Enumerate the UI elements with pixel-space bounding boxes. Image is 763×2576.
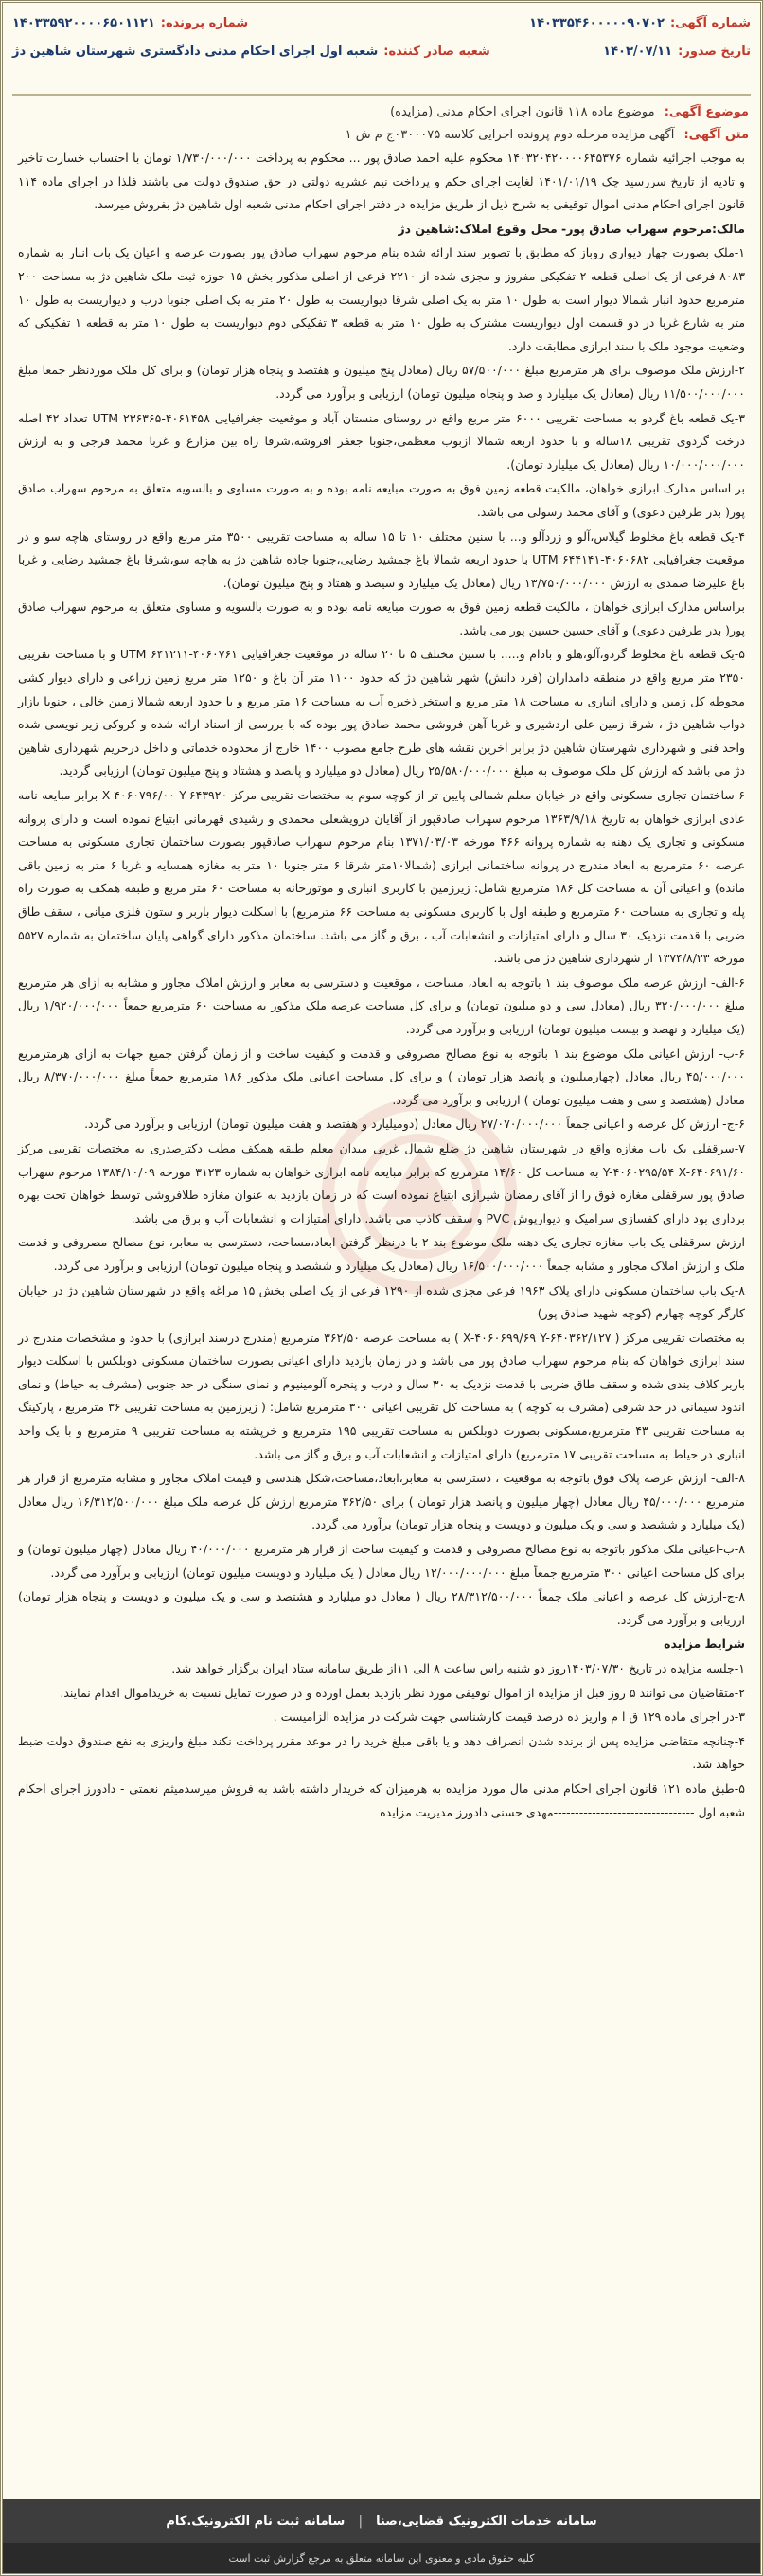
body-paragraph: به مختصات تقریبی مرکز ( X-۴۰۶۰۶۹۹/۶۹ Y-۶۴۰۳۶۲/۱۲۷ ) به مساحت عرصه ۳۶۲/۵۰ مترمربع (مندرج درسند ابرازی) با حدود و مشخصات مندرج در سند ابرازی خواهان که بنام مرحوم سهراب صادق پور می باشد و در زمان بازدید دارای اعیانی بصورت ساختمان مسکونی دوبلکس با اسکلت دیوار باربر کلاف بندی شده و سقف طاق ضربی با قدمت نزدیک به ۳۰ سال و درب و پنجره آلومینیوم و نمای سنگی در حد جنوبی (مشرف به حیاط) و نمای اندود سیمانی در حد شرقی (مشرف به کوچه ) به مساحت کل تقریبی اعیانی ۳۰۰ مترمربع شامل: ( زیرزمین به مساحت تقریبی ۳۶ مترمربع ، پارکینگ به مساحت تقریبی ۴۳ مترمربع،مسکونی بصورت دوبلکس به مساحت تقریبی ۱۹۵ مترمربع و خرپشته به مساحت تقریبی ۹ مترمربع و با یک واحد انباری در حیاط به مساحت تقریبی ۱۷ مترمربع) دارای امتیازات و انشعابات آب و برق و گاز می باشد. (18, 1330, 745, 1461)
body-paragraph: ۷-سرقفلی یک باب مغازه واقع در شهرستان شاهین دژ ضلع شمال غربی میدان معلم طبقه همکف مطب دکترصدری به مختصات تقریبی مرکز Y-۴۰۶۰۲۹۵/۵۴ X-۶۴۰۶۹۱/۶۰ به مساحت کل ۱۴/۶۰ مترمربع که برابر مبایعه نامه ابرازی خواهان به شماره ۳۱۲۳ مورخه ۱۳۸۴/۱۰/۰۹ مرحوم سهراب صادق پور سرقفلی مغازه فوق را از آقای رمضان شیرازی ابتیاع نموده است که در زمان بازدید به عنوان مغازه طلافروشی توسط خواهان تحت بهره برداری بود دارای کفسازی سرامیک و دیوارپوش PVC و سقف کاذب می باشد. دارای امتیازات و انشعابات آب و برق می باشد. (18, 1140, 745, 1225)
issue-date (603, 45, 751, 59)
issuing-branch-label: شعبه صادر کننده: (383, 44, 490, 59)
body-paragraph: ۶-ب- ارزش اعیانی ملک موضوع بند ۱ باتوجه به نوع مصالح مصروفی و قدمت و کیفیت ساخت و از زمان گرفتن جمیع جهات به ازای هرمترمربع ۴۵/۰۰۰/۰۰۰ ریال معادل (چهارمیلیون و پانصد هزار تومان ) و برای کل مساحت اعیانی ملک مذکور ۱۸۶ مترمربع جمعاً مبلغ ۸/۳۷۰/۰۰۰/۰۰۰ ریال معادل (هشتصد و سی و هفت میلیون تومان ) ارزیابی و برآورد می گردد. (18, 1046, 745, 1107)
issuing-branch (12, 45, 490, 59)
notice-meta (14, 101, 749, 147)
subject-label: موضوع آگهی: (664, 105, 749, 119)
text-label: متن آگهی: (683, 128, 749, 142)
body-paragraph: ۲-ارزش ملک موصوف برای هر مترمربع مبلغ ۵۷/۵۰۰/۰۰۰ ریال (معادل پنج میلیون و هفتصد و پنجاه هزار تومان) و برای کل ملک موردنظر جمعا مبلغ ۱۱/۵۰۰/۰۰۰/۰۰۰ ریال (معادل یک میلیارد و صد و پنجاه میلیون تومان) ارزیابی و برآورد می گردد. (18, 363, 745, 401)
body-paragraph: ۳-یک قطعه باغ گردو به مساحت تقریبی ۶۰۰۰ متر مربع واقع در روستای منستان آباد و موقعیت جغرافیایی ۴۰۶۱۴۵۸-۲۳۶۳۶۵ UTM تعداد ۴۲ اصله درخت گردوی تقریبی ۱۸ساله و با حدود اربعه شمالا ازبوب معظمی،جنوبا جعفر افروشه،شرقا راه بین مزارع و غربا محمد فرجی و به ارزش ۱۰/۰۰۰/۰۰۰/۰۰۰ ریال (معادل یک میلیارد تومان). (18, 410, 745, 472)
body-paragraph: ۸-ب-اعیانی ملک مذکور باتوجه به نوع مصالح مصروفی و قدمت و کیفیت ساخت از قرار هر مترمربع ۴۰/۰۰۰/۰۰۰ ریال معادل (چهار میلیون تومان) و برای کل مساحت اعیانی ۳۰۰ مترمربع جمعاً مبلغ ۱۲/۰۰۰/۰۰۰/۰۰۰ ریال معادل ( یک میلیارد و دویست میلیون تومان) ارزیابی و برآورد می گردد. (18, 1542, 745, 1580)
body-paragraph: ۶-ج- ارزش کل عرصه و اعیانی جمعاً ۲۷/۰۷۰/۰۰۰/۰۰۰ ریال معادل (دومیلیارد و هفتصد و هفت میلیون تومان) ارزیابی و برآورد می گردد. (84, 1117, 745, 1132)
subject-row (14, 101, 749, 124)
file-number-value: ۱۴۰۳۳۵۹۲۰۰۰۰۶۵۰۱۱۲۱ (12, 15, 155, 30)
notice-number-value: ۱۴۰۳۳۵۴۶۰۰۰۰۰۹۰۷۰۲ (529, 15, 665, 30)
issue-date-value: ۱۴۰۳/۰۷/۱۱ (603, 44, 673, 59)
text-row (14, 124, 749, 147)
body-paragraph: ۸-الف- ارزش عرصه پلاک فوق باتوجه به موقعیت ، دسترسی به معابر،ابعاد،مساحت،شکل هندسی و قیمت املاک مجاور و مشابه مترمربع از قرار هر مترمربع ۴۵/۰۰۰/۰۰۰ ریال معادل (چهار میلیون و پانصد هزار تومان ) برای ۳۶۲/۵۰ مترمربع ارزش کل عرصه ملک مبلغ ۱۶/۳۱۲/۵۰۰/۰۰۰ ریال معادل (یک میلیارد و ششصد و سی و یک میلیون و دویست و پنجاه هزار تومان) برآورد می گردد. (18, 1471, 745, 1532)
issuing-branch-value: شعبه اول اجرای احکام مدنی دادگستری شهرستان شاهین دژ (12, 44, 379, 59)
body-paragraph: براساس مدارک ابرازی خواهان ، مالکیت قطعه زمین فوق به صورت مبایعه نامه بوده و به صورت بالسویه و مساوی متعلق به مرحوم سهراب صادق پور( بدر طرفین دعوی) و آقای حسین حسین پور می باشد. (18, 599, 745, 637)
footer-copyright: کلیه حقوق مادی و معنوی این سامانه متعلق به مرجع گزارش ثبت است (3, 2543, 760, 2573)
subject-value: موضوع ماده ۱۱۸ قانون اجرای احکام مدنی (مزایده) (390, 105, 655, 119)
body-paragraph: مالک:مرحوم سهراب صادق پور- محل وقوع املاک:شاهین دژ (398, 221, 745, 236)
footer-bar (3, 2499, 760, 2573)
body-paragraph: ۶-ساختمان تجاری مسکونی واقع در خیابان معلم شمالی پایین تر از کوچه سوم به مختصات تقریبی مرکز X-۴۰۶۰۷۹۶/۰۰ Y-۶۴۳۹۲۰ برابر مبایعه نامه عادی ابرازی خواهان به تاریخ ۱۳۶۳/۹/۱۸ مرحوم سهراب صادقپور از آقایان درویشعلی محمدی و رشیدی قهرمانی ابتیاع نموده است و دارای پروانه مسکونی و تجاری یک دهنه به شماره پروانه ۴۶۶ مورخه ۱۳۷۱/۰۳/۰۳ بنام مرحوم سهراب صادقپور بصورت ساختمان تجاری مسکونی به مساحت عرصه ۶۰ مترمربع به ابعاد مندرج در پروانه ساختمانی ابرازی (شمالا۱۰متر شرقا ۶ متر جنوبا ۱۰ متر به مغازه همسایه و غربا ۶ متر به زمین باقی مانده) و اعیانی آن به مساحت کل ۱۸۶ مترمربع شامل: زیرزمین با کاربری انباری و موتورخانه به مساحت ۶۰ متر مربع و طبقه همکف به صورت راه پله و تجاری به مساحت ۶۰ مترمربع و طبقه اول با کاربری مسکونی به مساحت ۶۶ مترمربع) با اسکلت دیوار باربر و ستون فلزی میانی ، سقف طاق ضربی با قدمت نزدیک ۳۰ سال و دارای امتیازات و انشعابات آب ، برق و گاز می باشد. ساختمان مذکور دارای گواهی پایان ساختمان به شماره ۵۵۲۷ مورخه ۱۳۷۴/۸/۲۳ از شهرداری شاهین دژ می باشد. (18, 788, 746, 966)
notice-number-label: شماره آگهی: (669, 15, 751, 30)
body-paragraph: ۶-الف- ارزش عرصه ملک موصوف بند ۱ باتوجه به ابعاد، مساحت ، موقعیت و دسترسی به معابر و ارزش املاک مجاور و مشابه به ازای هر مترمربع مبلغ ۳۲۰/۰۰۰/۰۰۰ ریال (معادل سی و دو میلیون تومان) و برای کل مساحت عرصه ملک مذکور به مساحت ۶۰ مترمربع جمعاً ۱/۹۲۰/۰۰۰/۰۰۰ ریال (یک میلیارد و نهصد و بیست میلیون تومان) ارزیابی و برآورد می گردد. (18, 975, 746, 1036)
body-paragraph: شرایط مزایده (664, 1637, 745, 1652)
body-paragraph: ۵-یک قطعه باغ مخلوط گردو،آلو،هلو و بادام و..... با سنین مختلف ۵ تا ۲۰ ساله در موقعیت جغرافیایی ۴۰۶۰۷۶۱-۶۴۱۲۱۱ UTM و با مساحت تقریبی ۲۳۵۰ متر مربع واقع در منطقه دامداران (فرد دانش) شهر شاهین دژ که حدود ۱۱۰۰ متر آن باغ و ۱۲۵۰ متر مربع زمین زراعی و دارای دیوار کشی محوطه کل زمین و دارای انباری به مساحت ۱۸ متر مربع و استخر ذخیره آب به مساحت ۱۶ متر مربع و با حدود اربعه شمالا زمین خالی ، جنوبا بازار دواب شاهین دژ ، شرقا زمین علی اردشیری و غربا آهن فروشی محمد صادق پور بوده که با بررسی از اسناد ارائه شده و کروکی زیر نویسی شده واحد فنی و شهرداری شهرستان شاهین دژ برابر اخرین نقشه های طرح جامع مصوب ۱۴۰۰ خارج از محدوده خدماتی و داخل درحریم شهرداری شاهین دژ می باشد که ارزش کل ملک موصوف به مبلغ ۲۵/۵۸۰/۰۰۰/۰۰۰ ریال (معادل دو میلیارد و پانصد و هشتاد و پنج میلیون تومان) ارزیابی گردید. (18, 647, 746, 778)
notice-number (529, 16, 751, 30)
body-paragraph: ۴-یک قطعه باغ مخلوط گیلاس،آلو و زردآلو و... با سنین مختلف ۱۰ تا ۱۵ ساله به مساحت تقریبی ۳۵۰۰ متر مربع واقع در روستای هاچه سو و در موقعیت جغرافیایی ۴۰۶۰۶۸۲-۶۴۴۱۴۱ UTM با حدود اربعه شمالا باغ جمشید رضایی،جنوبا جاده شاهین دژ به هاچه سو،شرقا باغ جمشید رضایی و غربا باغ علیرضا صمدی به ارزش ۱۳/۷۵۰/۰۰۰/۰۰۰ ریال (معادل یک میلیارد و سیصد و هفتاد و پنج میلیون تومان). (18, 528, 746, 590)
body-paragraph: ۱-ملک بصورت چهار دیواری روباز که مطابق با تصویر سند ارائه شده بنام مرحوم سهراب صادق پور بصورت عرصه و اعیان یک باب انبار به شماره ۸۰۸۳ فرعی از یک اصلی قطعه ۲ تفکیکی مفروز و مجزی شده از ۲۲۱۰ فرعی از اصلی مذکور بخش ۱۵ حوزه ثبت ملک شاهین دژ به مساحت ۲۰۰ مترمربع حدود انبار شمالا دیوار است به طول ۱۰ متر به یک اصلی شرقا دیواریست به طول ۲۰ متر به یک اصلی جنوبا درب و دیواریست به طول ۱۰ متر به شارع غربا در دو قسمت اول دیواریست مشترک به طول ۱۰ متر به قطعه ۳ تفکیکی دوم دیواریست به طول ۱۰ متر به قطعه ۱ تفکیکی که وضعیت موجود ملک با سند ابرازی مطابقت دارد. (18, 245, 746, 353)
body-paragraph: ۲-متقاضیان می توانند ۵ روز قبل از مزایده از اموال توقیفی مورد نظر بازدید بعمل اورده و در صورت تمایل نسبت به خریداموال اقدام نمایند. (60, 1685, 745, 1700)
body-paragraph: ۸-یک باب ساختمان مسکونی دارای پلاک ۱۹۶۳ فرعی مجزی شده از ۱۲۹۰ فرعی از یک اصلی بخش ۱۵ مراغه واقع در شهرستان شاهین دژ در خیابان کارگر کوچه چهارم (کوچه شهید صادق پور) (18, 1282, 745, 1321)
body-paragraph: ۱-جلسه مزایده در تاریخ ۱۴۰۳/۰۷/۳۰روز دو شنبه راس ساعت ۸ الی ۱۱از طریق سامانه ستاد ایران برگزار خواهد شد. (171, 1661, 745, 1675)
file-number-label: شماره پرونده: (160, 15, 249, 30)
text-value: آگهی مزایده مرحله دوم پرونده اجرایی کلاسه ۰۳۰۰۰۷۵ج م ش ۱ (345, 128, 675, 142)
issue-date-label: تاریخ صدور: (678, 44, 751, 59)
body-paragraph: ۵-طبق ماده ۱۲۱ قانون اجرای احکام مدنی مال مورد مزایده به هرمیزان که خریدار داشته باشد به فروش میرسدمیثم نعمتی - دادورز اجرای احکام شعبه اول ---------------------------------مهدی حسنی دادورز مدیریت مزایده (18, 1780, 745, 1819)
footer-link-right[interactable]: سامانه خدمات الکترونیک قضایی،صنا (376, 2513, 597, 2529)
body-paragraph: بر اساس مدارک ابرازی خواهان، مالکیت قطعه زمین فوق به صورت مبایعه نامه بوده و به صورت مساوی و بالسویه متعلق به مرحوم سهراب صادق پور( بدر طرفین دعوی) و آقای محمد رسولی می باشد. (18, 481, 745, 519)
footer-link-left[interactable]: سامانه ثبت نام الکترونیک.کام (166, 2513, 346, 2529)
notice-header (12, 9, 751, 96)
file-number (12, 16, 248, 30)
body-paragraph: ۸-ج-ارزش کل عرصه و اعیانی ملک جمعاً ۲۸/۳۱۲/۵۰۰/۰۰۰ ریال ( معادل دو میلیارد و هشتصد و سی و یک میلیون و دویست و پنجاه هزار تومان) ارزیابی و برآورد می گردد. (18, 1589, 745, 1627)
notice-body (18, 147, 745, 1825)
body-paragraph: ۴-چنانچه متقاضی مزایده پس از برنده شدن انصراف دهد و یا باقی مبلغ خرید را در موعد مقرر پرداخت نکند مبلغ واریزی به نفع صندوق دولت ضبط خواهد شد. (18, 1733, 745, 1772)
body-paragraph: ۳-در اجرای ماده ۱۲۹ ق ا م واریز ده درصد قیمت کارشناسی جهت شرکت در مزایده الزامیست . (273, 1709, 745, 1725)
body-paragraph: به موجب اجرائیه شماره ۱۴۰۳۲۰۴۲۰۰۰۰۶۴۵۳۷۶ محکوم علیه احمد صادق پور ... محکوم به پرداخت ۱/۷۳۰/۰۰۰/۰۰۰ تومان با احتساب خسارت تاخیر و تادیه از تاریخ سررسید چک ۱۴۰۱/۰۱/۱۹ لغایت اجرای حکم و پرداخت نیم عشریه دولتی در حق صندوق دولت می باشند فلذا در اجرای ماده ۱۱۴ قانون اجرای احکام مدنی اموال توقیفی به شرح ذیل از طریق مزایده در دفتر اجرای احکام مدنی شعبه اول شاهین دژ بفروش میرسد. (18, 151, 745, 212)
footer-separator: | (358, 2513, 364, 2529)
body-paragraph: ارزش سرقفلی یک باب مغازه تجاری یک دهنه ملک موضوع بند ۲ با درنظر گرفتن ابعاد،مساحت، دسترسی به معابر، نوع مصالح مصروفی و قدمت ملک و ارزش املاک مجاور و مشابه جمعاً ۱۶/۵۰۰/۰۰۰/۰۰۰ ریال (معادل یک میلیارد و ششصد و پنجاه میلیون تومان) ارزیابی و برآورد می گردد. (18, 1235, 745, 1273)
